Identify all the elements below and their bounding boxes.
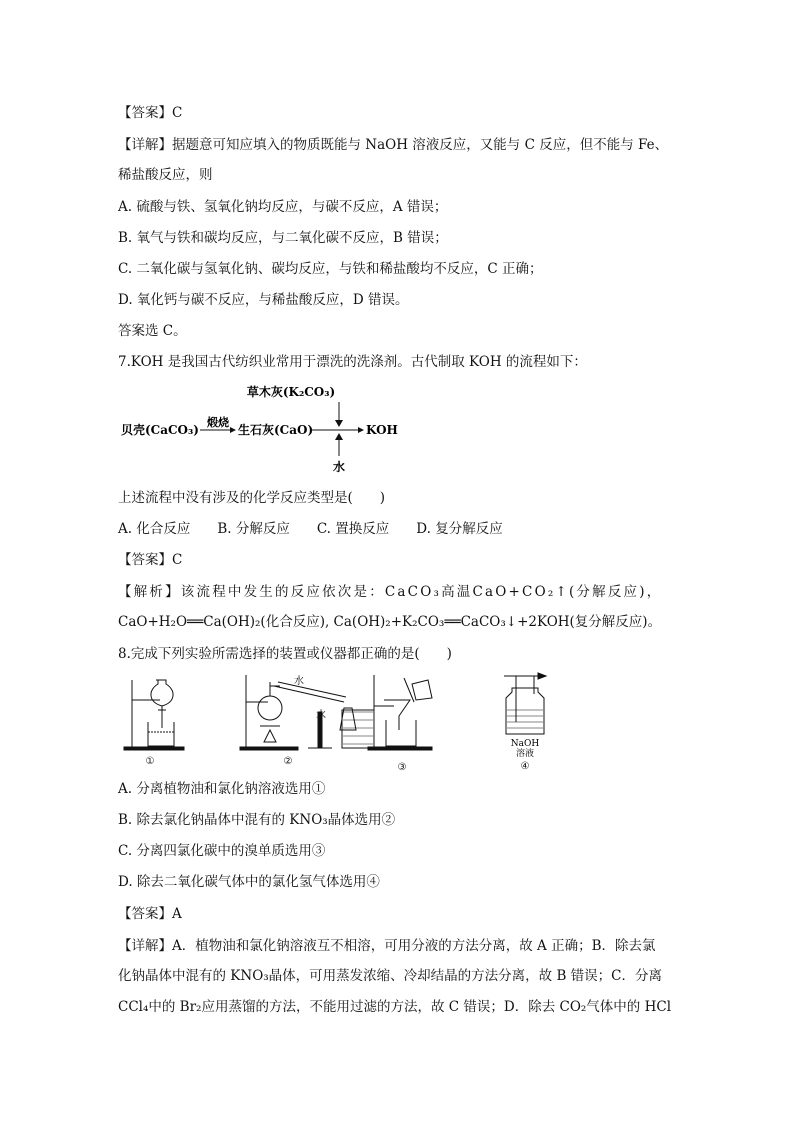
q7-analysis-line-2: CaO+H₂O══Ca(OH)₂(化合反应), Ca(OH)₂+K₂CO₃══CaCO₃↓+2KOH(复分解反应)。 bbox=[118, 614, 662, 630]
q6-conclusion: 答案选 C。 bbox=[118, 323, 187, 339]
q8-answer: 【答案】A bbox=[118, 906, 182, 922]
q8-detail-line-1: 【详解】A．植物油和氯化钠溶液互不相溶，可用分液的方法分离，故 A 正确；B．除去氯 bbox=[118, 938, 656, 954]
flow-water-label: 水 bbox=[332, 460, 346, 474]
q8-option-c: C. 分离四氯化碳中的溴单质选用③ bbox=[118, 843, 326, 859]
q7-analysis-line-1: 【解析】该流程中发生的反应依次是：CaCO₃高温CaO+CO₂↑(分解反应)， bbox=[118, 584, 663, 600]
flow-calcine-arrowhead bbox=[230, 427, 236, 433]
apparatus-4-gas-washing-bottle bbox=[504, 673, 546, 734]
q8-option-b: B. 除去氯化钠晶体中混有的 KNO₃晶体选用② bbox=[118, 812, 396, 828]
flow-ash-label: 草木灰(K₂CO₃) bbox=[246, 385, 336, 399]
apparatus-2-label: ② bbox=[283, 756, 293, 767]
q6-option-a: A. 硫酸与铁、氢氧化钠均反应，与碳不反应，A 错误； bbox=[118, 199, 448, 215]
q8-detail-line-2: 化钠晶体中混有的 KNO₃晶体，可用蒸发浓缩、冷却结晶的方法分离，故 B 错误；C．分离 bbox=[118, 968, 663, 984]
q7-answer: 【答案】C bbox=[118, 552, 183, 568]
q8-stem: 8.完成下列实验所需选择的装置或仪器都正确的是( ) bbox=[118, 646, 452, 662]
q7-question: 上述流程中没有涉及的化学反应类型是( ) bbox=[118, 490, 386, 506]
q6-option-b: B. 氧气与铁和碳均反应，与二氧化碳不反应，B 错误； bbox=[118, 230, 448, 246]
flow-quicklime-label: 生石灰(CaO) bbox=[238, 423, 314, 437]
flow-product-arrowhead bbox=[358, 427, 364, 433]
q6-answer: 【答案】C bbox=[118, 105, 183, 121]
apparatus-2-water-out-label: 水 bbox=[294, 676, 304, 687]
apparatus-2-water-in-label: 水 bbox=[316, 710, 326, 721]
flow-calcine-label: 煅烧 bbox=[207, 416, 229, 429]
apparatus-1-separatory-funnel bbox=[124, 680, 184, 750]
flow-shell-label: 贝壳(CaCO₃) bbox=[121, 423, 199, 437]
apparatus-4-solution-label: 溶液 bbox=[515, 749, 535, 759]
flow-product-label: KOH bbox=[366, 423, 398, 437]
q8-option-d: D. 除去二氧化碳气体中的氯化氢气体选用④ bbox=[118, 874, 380, 890]
q7-flow-diagram bbox=[118, 378, 418, 476]
apparatus-2-distillation bbox=[240, 675, 374, 750]
flow-ash-arrowhead bbox=[335, 420, 343, 427]
q6-detail-line-1: 【详解】据题意可知应填入的物质既能与 NaOH 溶液反应，又能与 C 反应，但不能与 Fe、 bbox=[118, 137, 669, 153]
q6-detail-line-2: 稀盐酸反应，则 bbox=[118, 167, 213, 183]
apparatus-3-label: ③ bbox=[397, 762, 407, 773]
apparatus-1-label: ① bbox=[145, 756, 155, 767]
apparatus-3-filtration bbox=[368, 675, 432, 750]
q7-options: A. 化合反应 B. 分解反应 C. 置换反应 D. 复分解反应 bbox=[118, 521, 503, 537]
q7-stem: 7.KOH 是我国古代纺织业常用于漂洗的洗涤剂。古代制取 KOH 的流程如下： bbox=[118, 354, 587, 370]
q6-option-c: C. 二氧化碳与氢氧化钠、碳均反应，与铁和稀盐酸均不反应，C 正确； bbox=[118, 261, 543, 277]
q8-detail-line-3: CCl₄中的 Br₂应用蒸馏的方法，不能用过滤的方法，故 C 错误；D．除去 CO₂气体中的 HCl bbox=[118, 999, 672, 1015]
q6-option-d: D. 氧化钙与碳不反应，与稀盐酸反应，D 错误。 bbox=[118, 292, 409, 308]
q8-apparatus-figure bbox=[118, 670, 578, 776]
apparatus-4-label: ④ bbox=[520, 761, 530, 772]
flow-water-arrowhead bbox=[335, 433, 343, 440]
q8-option-a: A. 分离植物油和氯化钠溶液选用① bbox=[118, 781, 326, 797]
apparatus-4-naoh-label: NaOH bbox=[510, 739, 540, 749]
